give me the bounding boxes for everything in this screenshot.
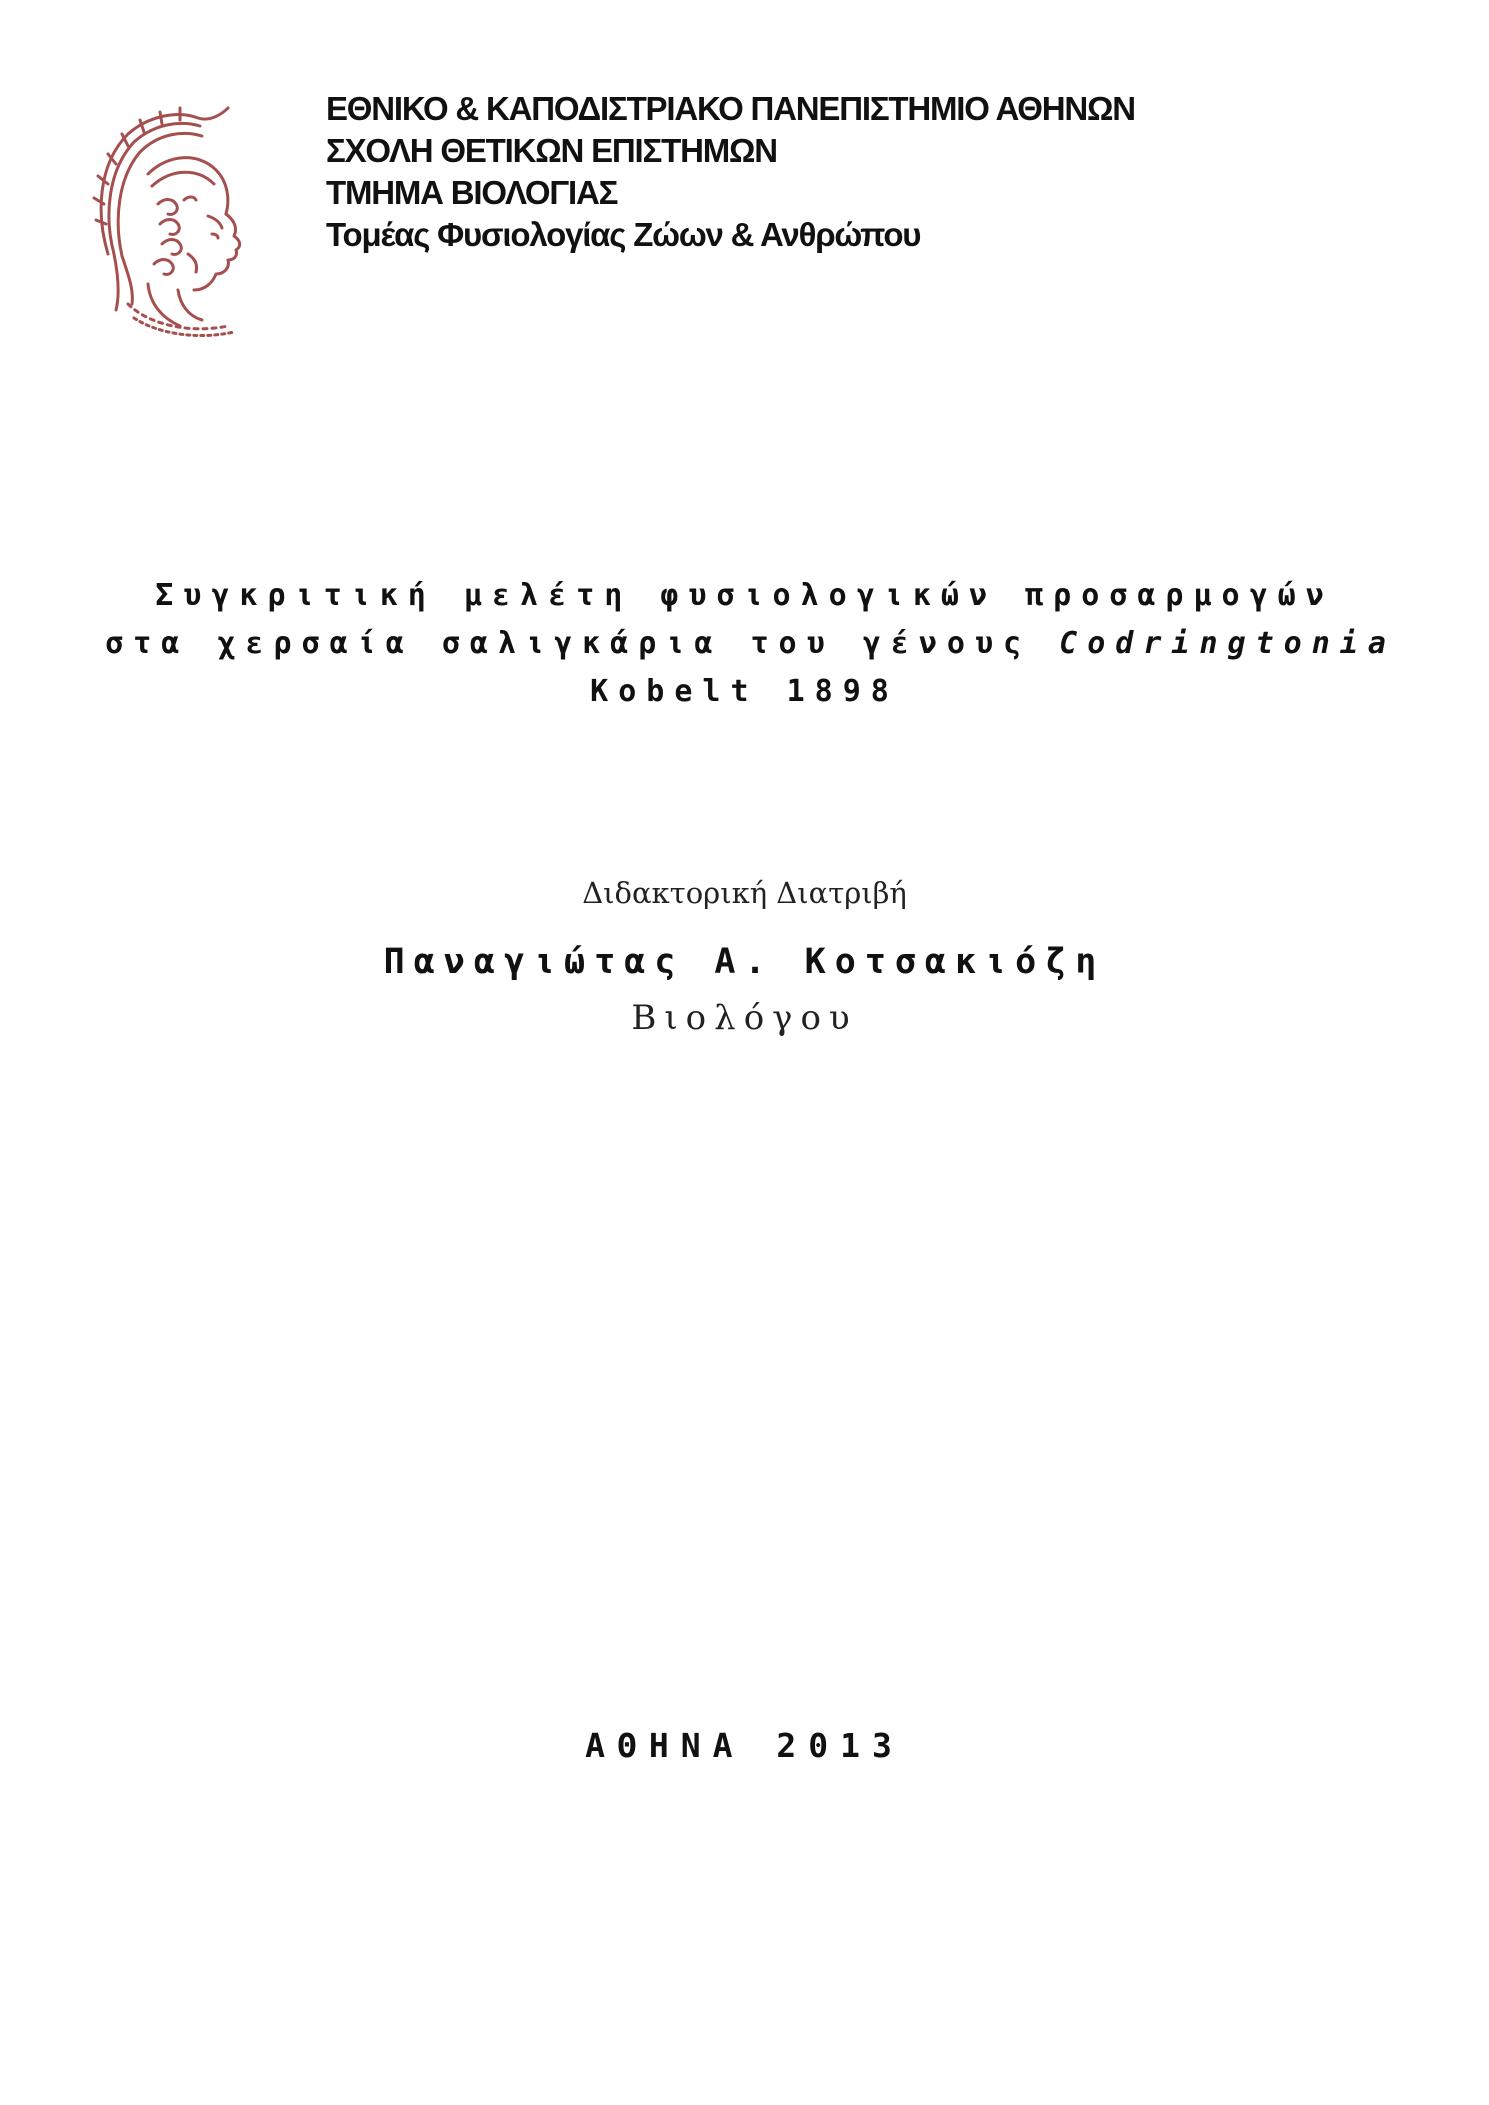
author-name: Παναγιώτας Α. Κοτσακιόζη xyxy=(383,942,1106,982)
university-name: ΕΘΝΙΚΟ & ΚΑΠΟΔΙΣΤΡΙΑΚΟ ΠΑΝΕΠΙΣΤΗΜΙΟ ΑΘΗΝΩΝ xyxy=(326,90,1135,127)
athena-head-logo-icon xyxy=(88,104,248,340)
department-name: ΤΜΗΜΑ ΒΙΟΛΟΓΙΑΣ xyxy=(326,174,618,211)
title-line-3: Kobelt 1898 xyxy=(590,674,899,709)
sector-name: Τομέας Φυσιολογίας Ζώων & Ανθρώπου xyxy=(326,216,921,253)
title-line-2 xyxy=(0,620,1489,668)
institution-header xyxy=(326,88,1135,256)
thesis-title xyxy=(0,572,1489,716)
school-name: ΣΧΟΛΗ ΘΕΤΙΚΩΝ ΕΠΙΣΤΗΜΩΝ xyxy=(326,132,777,169)
genus-name: Codringtonia xyxy=(1059,626,1396,661)
title-line-1: Συγκριτική μελέτη φυσιολογικών προσαρμογών xyxy=(155,578,1334,613)
author-profession: Βιολόγου xyxy=(631,998,858,1038)
title-line-2-text: στα χερσαία σαλιγκάρια του γένους xyxy=(105,626,1032,661)
document-type: Διδακτορική Διατριβή xyxy=(582,876,907,910)
place-and-year: ΑΘΗΝΑ 2013 xyxy=(585,1726,904,1765)
